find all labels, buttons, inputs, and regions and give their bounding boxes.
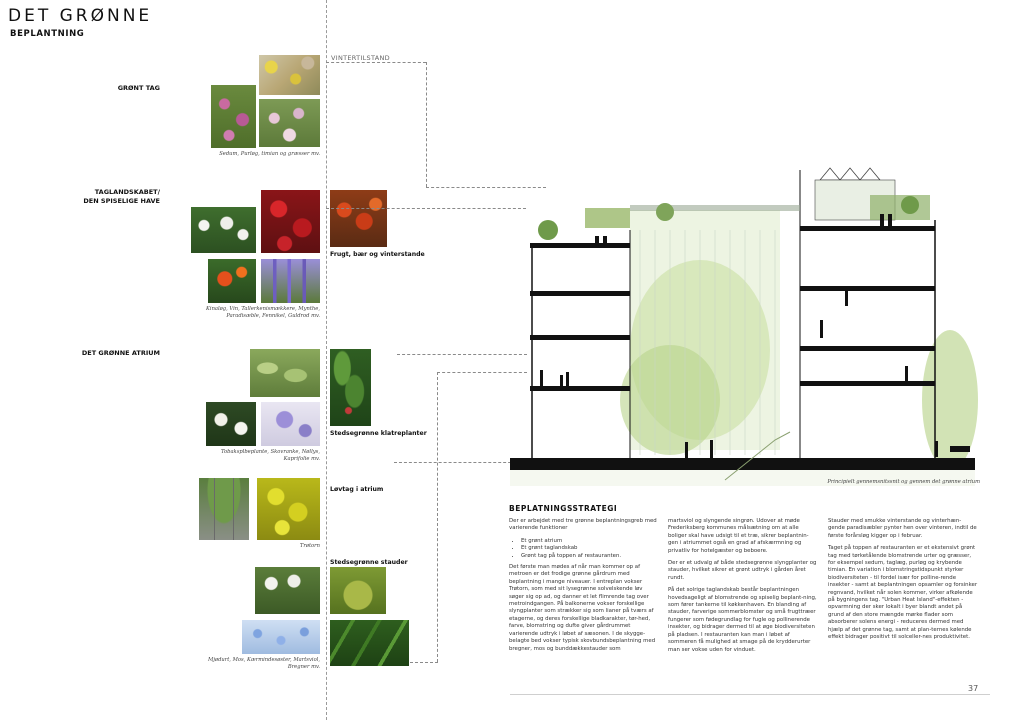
caption-trotorn: Trøtorn xyxy=(299,543,320,549)
vintertilstand-label: VINTERTILSTAND xyxy=(331,54,390,62)
strategy-paragraph: Det første man mødes af når man kommer op af metroen er det frodige grønne gårdrum med beplantning i mange niveauer. I entreplan vokser Trøtorn, som med sit lysegrønne solvelskende løv søger sig op ad, og danner et let flimrende tag over metroindgangen. På balkonerne vokser forskellige slyngplanter som strækker sig som lianer på tværs af etagerne, og deres forskellige bladkarakter, tør-hed, farve, blomstring og dufte giver gårdrummet varierende udtryk i løbet af sæsonen. I de skygge-belagte bed vokser typisk skovbundsbeplantning med bregner, mos og bunddækkestauder som xyxy=(509,564,656,652)
strategy-column-2 xyxy=(668,518,818,659)
label-klatreplanter: Stedsegrønne klatreplanter xyxy=(330,430,427,437)
caption-atrium: Tobaksplbeplante, Skovranke, Nøllys, Kaprifolie mv. xyxy=(220,449,320,462)
photo-tobaksplante xyxy=(206,402,256,446)
page-title: DET GRØNNE xyxy=(8,6,153,26)
photo-atrium-leaves xyxy=(250,349,320,397)
photo-purlog xyxy=(211,85,256,148)
section-label-atrium: DET GRØNNE ATRIUM xyxy=(81,349,160,357)
connector-line xyxy=(326,208,526,209)
photo-trotorn-leaves xyxy=(257,478,320,540)
photo-vin xyxy=(261,190,320,253)
label-stauder: Stedsegrønne stauder xyxy=(330,559,408,566)
strategy-paragraph: Stauder med smukke vinterstande og vinterhæn-gende paradisæbler pynter hen over vinteren, indtil de første forårsløg kigger op i februar. xyxy=(828,518,977,539)
strategy-bullet: • Et grønt taglandskab xyxy=(521,545,659,552)
caption-groent-tag: Sedum, Purløg, timian og græsser mv. xyxy=(219,151,320,157)
label-lovtag: Løvtag i atrium xyxy=(330,486,384,493)
strategy-paragraph: Der er et udvalg af både stedsegrønne slyngplanter og stauder, hvilket sikrer et grønt udtryk i gården året rundt. xyxy=(668,560,817,581)
photo-mos xyxy=(330,567,386,614)
photo-trotorn-garden xyxy=(199,478,249,540)
footer-rule xyxy=(510,694,990,695)
connector-line xyxy=(426,62,427,187)
strategy-paragraph: På det solrige taglandskab består beplantningen hovedsageligt af blomstrende og spiselig beplant-ning, som fører tankerne til køkkenhaven. En blanding af stauder, farverige sommerblomster og små frugttræer fungerer som fødegrundlag for fugle og pollinerende insekter, og bidrager dermed til at øge biodiversiteten på pladsen. I restauranten kan man i løbet af sommeren få mulighed at smage på de krydderurter man ser vokse uden for vinduet. xyxy=(668,587,817,653)
photo-timian xyxy=(259,99,320,147)
strategy-title: BEPLATNINGSSTRATEGI xyxy=(509,504,618,513)
caption-stauder: Mjødurt, Mos, Kærmindesøster, Martsviol, Bregner mv. xyxy=(208,657,320,670)
photo-tallerkensmaekker xyxy=(208,259,256,303)
strategy-paragraph: Der er arbejdet med tre grønne beplantningsgreb med varierende funktioner xyxy=(509,518,657,532)
section-drawing-caption: Principielt gennemsnitssnit og gennem det grønne atrium xyxy=(827,479,980,485)
section-label-taglandskab: TAGLANDSKABET/ DEN SPISELIGE HAVE xyxy=(83,188,160,205)
connector-line xyxy=(410,662,438,663)
photo-bregner xyxy=(330,620,409,666)
strategy-bullet: • Grønt tag på toppen af restauranten. xyxy=(521,553,659,560)
strategy-column-3 xyxy=(828,518,978,647)
building-section-drawing xyxy=(510,150,980,490)
connector-line xyxy=(326,62,426,63)
page-subtitle: BEPLANTNING xyxy=(10,29,85,39)
strategy-column-1 xyxy=(509,518,659,658)
photo-kaermindesoster xyxy=(242,620,320,654)
connector-line xyxy=(437,372,438,662)
page-number: 37 xyxy=(968,684,979,693)
strategy-bullet-list xyxy=(509,538,659,560)
photo-paradisaeble xyxy=(330,190,387,247)
connector-line xyxy=(397,354,527,355)
label-frugt-baer: Frugt, bær og vinterstande xyxy=(330,251,425,258)
photo-mynthe xyxy=(261,259,320,303)
strategy-paragraph: martsviol og slyngende singrøn. Udover at møde Frederiksberg kommunes målsætning om at alle boliger skal have udsigt til et træ, sikrer beplantnin-gen i atriummet også en grad af afskærmning og privatliv for hotelgæster og beboere. xyxy=(668,518,809,554)
photo-kinalog xyxy=(191,207,256,253)
caption-taglandskab: Kinaløg, Vin, Tallerkenismækkere, Mynthe, Paradisæble, Fennikel, Guldrod mv. xyxy=(206,306,320,319)
strategy-paragraph: Taget på toppen af restauranten er et ekstensivt grønt tag med tørketålende blomstrende urter og græsser, for eksempel sedum, taglæg, purløg og krybende timian. En variation i blomstringstidspunkt styrker biodiversiteten - til fordel især for polline-rende insekter - samt at beplantningen opsamler og forsinker regnvand, hvilket når solen kommer, virker afkølende på bygningens tag. "Urban Heat Island"-effekten - opvarmning der sker lokalt i byer blandt andet på grund af den store mængde mørke flader som absorberer solens energi - reduceres dermed med hjælp af det grønne tag, samt at plan-ternes kølende effekt bidrager positivt til solceller-nes produktivitet. xyxy=(828,545,978,641)
photo-skovranke xyxy=(261,402,320,446)
connector-line xyxy=(394,462,526,463)
photo-mjodurt xyxy=(255,567,320,614)
section-label-groent-tag: GRØNT TAG xyxy=(117,84,160,92)
strategy-bullet: • Et grønt atrium xyxy=(521,538,659,545)
vertical-divider xyxy=(326,0,327,720)
photo-klatreplanter xyxy=(330,349,371,426)
photo-sedum xyxy=(259,55,320,95)
